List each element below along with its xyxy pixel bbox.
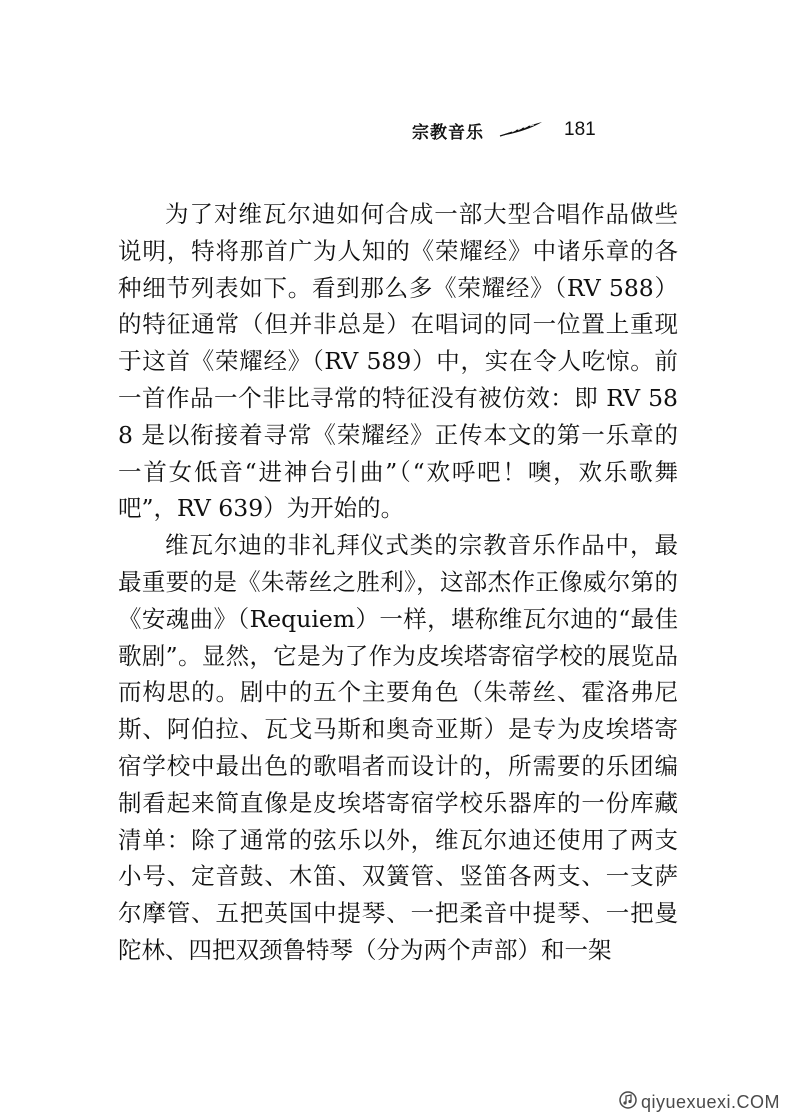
feather-icon — [498, 121, 544, 141]
body-text — [118, 196, 678, 969]
paragraph: 维瓦尔迪的非礼拜仪式类的宗教音乐作品中，最最重要的是《朱蒂丝之胜利》，这部杰作正像威尔第的《安魂曲》（Requiem）一样，堪称维瓦尔迪的“最佳歌剧”。显然，它是为了作为皮埃塔寄宿学校的展览品而构思的。剧中的五个主要角色（朱蒂丝、霍洛弗尼斯、阿伯拉、瓦戈马斯和奥奇亚斯）是专为皮埃塔寄宿学校中最出色的歌唱者而设计的，所需要的乐团编制看起来简直像是皮埃塔寄宿学校乐器库的一份库藏清单：除了通常的弦乐以外，维瓦尔迪还使用了两支小号、定音鼓、木笛、双簧管、竖笛各两支、一支萨尔摩管、五把英国中提琴、一把柔音中提琴、一把曼陀林、四把双颈鲁特琴（分为两个声部）和一架 — [118, 531, 678, 964]
paragraph: 为了对维瓦尔迪如何合成一部大型合唱作品做些说明，特将那首广为人知的《荣耀经》中诸乐章的各种细节列表如下。看到那么多《荣耀经》（RV 588）的特征通常（但并非总是）在唱词的同一位置上重现于这首《荣耀经》（RV 589）中，实在令人吃惊。前一首作品一个非比寻常的特征没有被仿效：即 RV 588 是以衔接着寻常《荣耀经》正传本文的第一乐章的一首女低音“进神台引曲”（“欢呼吧！噢，欢乐歌舞吧”，RV 639）为开始的。 — [118, 200, 678, 523]
watermark-text: qiyuexuexi.COM — [640, 1092, 780, 1112]
music-note-icon — [619, 1091, 637, 1114]
section-title: 宗教音乐 — [412, 122, 484, 143]
running-head — [412, 116, 596, 144]
page-number: 181 — [564, 119, 596, 140]
watermark — [619, 1091, 780, 1114]
